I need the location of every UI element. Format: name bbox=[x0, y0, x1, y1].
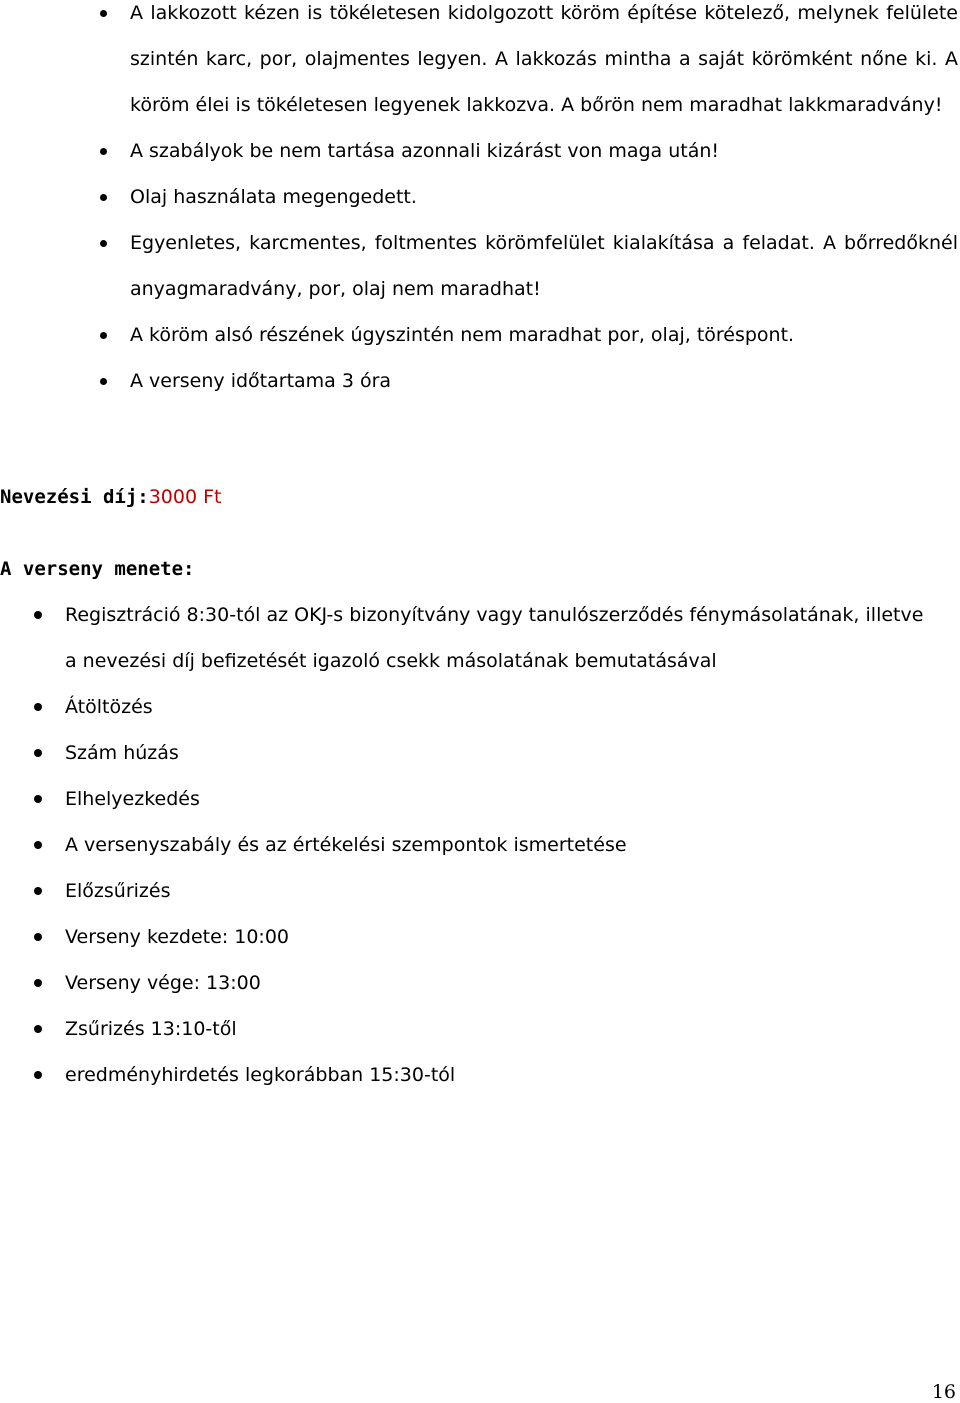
procedure-list-item bbox=[30, 684, 940, 730]
bullet-icon bbox=[34, 1071, 42, 1079]
procedure-text: Regisztráció 8:30-tól az OKJ-s bizonyítvány vagy tanulószerződés fénymásolatának, illetve a nevezési díj befizetését igazoló csekk másolatának bemutatásával bbox=[65, 604, 924, 672]
rule-text: Egyenletes, karcmentes, foltmentes körömfelület kialakítása a feladat. A bőrredőknél anyagmaradvány, por, olaj nem maradhat! bbox=[130, 232, 958, 300]
bullet-icon bbox=[100, 332, 107, 339]
rules-list bbox=[96, 0, 958, 404]
rules-list-item bbox=[96, 0, 958, 128]
rule-text: A köröm alsó részének úgyszintén nem maradhat por, olaj, töréspont. bbox=[130, 324, 795, 346]
bullet-icon bbox=[34, 749, 42, 757]
procedure-text: Verseny kezdete: 10:00 bbox=[65, 926, 290, 948]
bullet-icon bbox=[100, 194, 107, 201]
bullet-icon bbox=[34, 611, 42, 619]
rules-list-item bbox=[96, 174, 958, 220]
procedure-list-item bbox=[30, 914, 940, 960]
procedure-list-item bbox=[30, 1052, 940, 1098]
bullet-icon bbox=[100, 378, 107, 385]
bullet-icon bbox=[34, 933, 42, 941]
procedure-text: Verseny vége: 13:00 bbox=[65, 972, 261, 994]
procedure-list-item bbox=[30, 868, 940, 914]
bullet-icon bbox=[34, 795, 42, 803]
bullet-icon bbox=[34, 887, 42, 895]
procedure-list-item bbox=[30, 822, 940, 868]
rule-text: A verseny időtartama 3 óra bbox=[130, 370, 392, 392]
rules-list-item bbox=[96, 220, 958, 312]
procedure-text: A versenyszabály és az értékelési szempontok ismertetése bbox=[65, 834, 627, 856]
page-number: 16 bbox=[931, 1381, 956, 1403]
procedure-text: Átöltözés bbox=[65, 696, 153, 718]
bullet-icon bbox=[34, 979, 42, 987]
bullet-icon bbox=[34, 1025, 42, 1033]
procedure-heading: A verseny menete: bbox=[0, 558, 195, 580]
entry-fee-value: 3000 Ft bbox=[148, 486, 222, 508]
procedure-list-item bbox=[30, 960, 940, 1006]
entry-fee-label: Nevezési díj: bbox=[0, 486, 149, 508]
bullet-icon bbox=[34, 841, 42, 849]
procedure-list-item bbox=[30, 730, 940, 776]
rule-text: A szabályok be nem tartása azonnali kizárást von maga után! bbox=[130, 140, 720, 162]
bullet-icon bbox=[100, 148, 107, 155]
procedure-list-item bbox=[30, 592, 940, 684]
procedure-text: eredményhirdetés legkorábban 15:30-tól bbox=[65, 1064, 456, 1086]
procedure-list bbox=[30, 592, 940, 1098]
rules-list-item bbox=[96, 128, 958, 174]
procedure-text: Elhelyezkedés bbox=[65, 788, 200, 810]
procedure-text: Előzsűrizés bbox=[65, 880, 171, 902]
procedure-text: Zsűrizés 13:10-től bbox=[65, 1018, 237, 1040]
rule-text: Olaj használata megengedett. bbox=[130, 186, 417, 208]
procedure-list-item bbox=[30, 776, 940, 822]
rules-list-item bbox=[96, 358, 958, 404]
procedure-text: Szám húzás bbox=[65, 742, 179, 764]
rule-text: A lakkozott kézen is tökéletesen kidolgozott köröm építése kötelező, melynek felülete szintén karc, por, olajmentes legyen. A lakkozás mintha a saját körömként nőne ki. A köröm élei is tökéletesen legyenek lakkozva. A bőrön nem maradhat lakkmaradvány! bbox=[130, 2, 958, 116]
procedure-list-item bbox=[30, 1006, 940, 1052]
bullet-icon bbox=[100, 240, 107, 247]
bullet-icon bbox=[34, 703, 42, 711]
rules-list-item bbox=[96, 312, 958, 358]
bullet-icon bbox=[100, 10, 107, 17]
entry-fee bbox=[0, 482, 222, 512]
